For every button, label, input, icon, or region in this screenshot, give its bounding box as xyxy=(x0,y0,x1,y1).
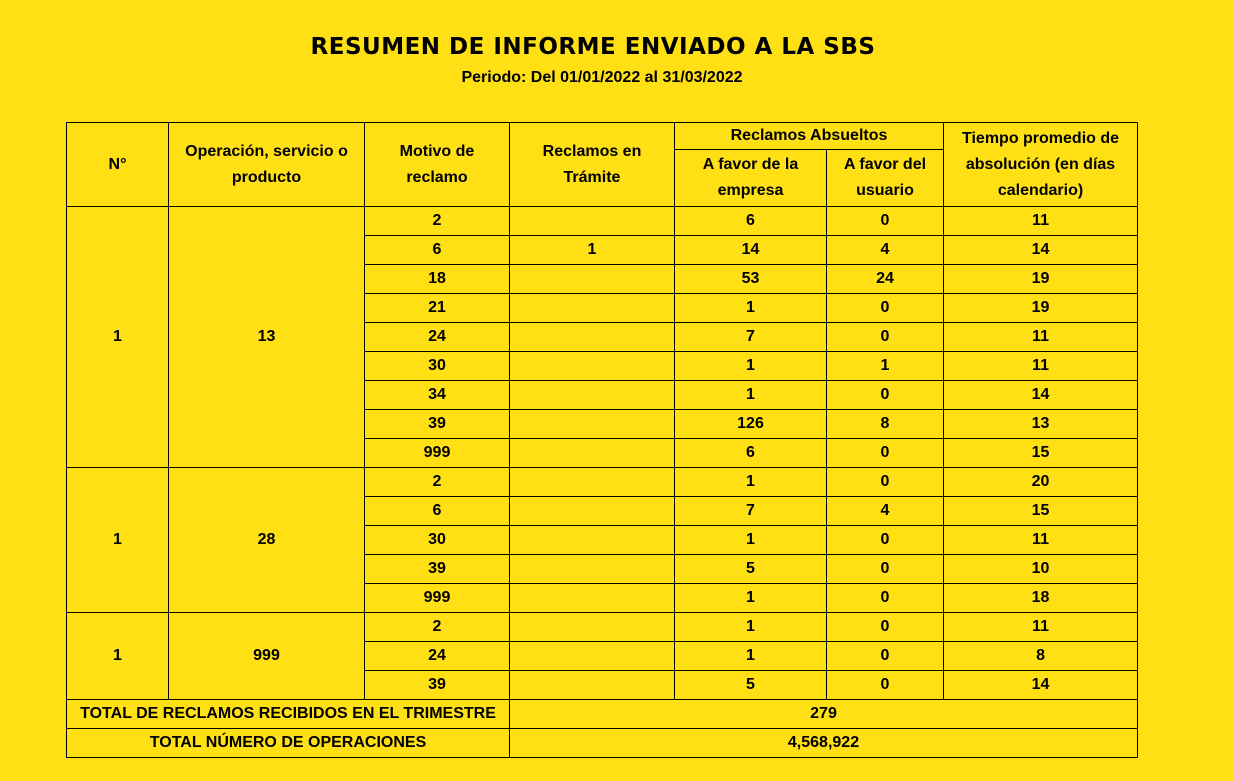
cell-pending xyxy=(510,468,675,497)
cell-reason: 6 xyxy=(365,236,510,265)
cell-pending xyxy=(510,584,675,613)
cell-pending xyxy=(510,497,675,526)
cell-n: 1 xyxy=(67,207,169,468)
cell-n: 1 xyxy=(67,613,169,700)
cell-favor-company: 1 xyxy=(675,381,827,410)
cell-avg-time: 19 xyxy=(944,294,1138,323)
cell-reason: 2 xyxy=(365,468,510,497)
cell-avg-time: 20 xyxy=(944,468,1138,497)
cell-favor-user: 0 xyxy=(827,439,944,468)
cell-favor-user: 0 xyxy=(827,584,944,613)
header-favor-company: A favor de la empresa xyxy=(675,150,827,207)
cell-pending xyxy=(510,294,675,323)
cell-favor-company: 5 xyxy=(675,555,827,584)
cell-pending xyxy=(510,526,675,555)
cell-avg-time: 15 xyxy=(944,439,1138,468)
cell-favor-user: 0 xyxy=(827,526,944,555)
cell-n: 1 xyxy=(67,468,169,613)
cell-favor-company: 14 xyxy=(675,236,827,265)
header-avg-time: Tiempo promedio de absolución (en días calendario) xyxy=(944,123,1138,207)
header-favor-user: A favor del usuario xyxy=(827,150,944,207)
header-operation: Operación, servicio o producto xyxy=(169,123,365,207)
cell-reason: 999 xyxy=(365,584,510,613)
cell-favor-user: 8 xyxy=(827,410,944,439)
cell-avg-time: 14 xyxy=(944,236,1138,265)
cell-favor-user: 0 xyxy=(827,671,944,700)
cell-favor-user: 0 xyxy=(827,555,944,584)
cell-reason: 999 xyxy=(365,439,510,468)
cell-favor-user: 0 xyxy=(827,381,944,410)
cell-pending xyxy=(510,265,675,294)
cell-pending xyxy=(510,555,675,584)
table-row xyxy=(67,207,1138,236)
cell-favor-user: 24 xyxy=(827,265,944,294)
cell-pending xyxy=(510,671,675,700)
cell-reason: 39 xyxy=(365,671,510,700)
cell-reason: 30 xyxy=(365,526,510,555)
cell-favor-user: 4 xyxy=(827,497,944,526)
header-n: N° xyxy=(67,123,169,207)
cell-pending xyxy=(510,323,675,352)
cell-reason: 39 xyxy=(365,555,510,584)
cell-favor-company: 1 xyxy=(675,468,827,497)
header-reason: Motivo de reclamo xyxy=(365,123,510,207)
cell-pending xyxy=(510,439,675,468)
cell-favor-user: 0 xyxy=(827,642,944,671)
report-table xyxy=(66,122,1138,758)
cell-avg-time: 8 xyxy=(944,642,1138,671)
table-body xyxy=(67,207,1138,700)
cell-pending xyxy=(510,613,675,642)
cell-avg-time: 11 xyxy=(944,613,1138,642)
cell-pending xyxy=(510,410,675,439)
cell-pending xyxy=(510,207,675,236)
cell-reason: 21 xyxy=(365,294,510,323)
cell-favor-company: 1 xyxy=(675,613,827,642)
cell-favor-user: 1 xyxy=(827,352,944,381)
cell-reason: 39 xyxy=(365,410,510,439)
cell-reason: 2 xyxy=(365,613,510,642)
cell-avg-time: 14 xyxy=(944,381,1138,410)
total-received-label: TOTAL DE RECLAMOS RECIBIDOS EN EL TRIMESTRE xyxy=(67,700,510,729)
cell-avg-time: 10 xyxy=(944,555,1138,584)
cell-favor-company: 6 xyxy=(675,207,827,236)
table-row xyxy=(67,613,1138,642)
cell-reason: 30 xyxy=(365,352,510,381)
cell-favor-company: 6 xyxy=(675,439,827,468)
cell-operation: 13 xyxy=(169,207,365,468)
cell-favor-company: 7 xyxy=(675,323,827,352)
cell-avg-time: 13 xyxy=(944,410,1138,439)
total-operations-label: TOTAL NÚMERO DE OPERACIONES xyxy=(67,729,510,758)
cell-favor-company: 1 xyxy=(675,584,827,613)
cell-avg-time: 14 xyxy=(944,671,1138,700)
cell-avg-time: 15 xyxy=(944,497,1138,526)
cell-avg-time: 19 xyxy=(944,265,1138,294)
cell-favor-company: 53 xyxy=(675,265,827,294)
cell-reason: 24 xyxy=(365,323,510,352)
cell-favor-user: 0 xyxy=(827,613,944,642)
cell-pending xyxy=(510,642,675,671)
cell-favor-company: 1 xyxy=(675,294,827,323)
cell-favor-company: 1 xyxy=(675,352,827,381)
cell-favor-user: 0 xyxy=(827,207,944,236)
cell-reason: 34 xyxy=(365,381,510,410)
cell-reason: 6 xyxy=(365,497,510,526)
cell-favor-user: 4 xyxy=(827,236,944,265)
report-period: Periodo: Del 01/01/2022 al 31/03/2022 xyxy=(461,69,743,86)
cell-avg-time: 11 xyxy=(944,352,1138,381)
cell-favor-user: 0 xyxy=(827,323,944,352)
cell-operation: 999 xyxy=(169,613,365,700)
cell-favor-company: 7 xyxy=(675,497,827,526)
cell-favor-company: 1 xyxy=(675,642,827,671)
cell-favor-company: 1 xyxy=(675,526,827,555)
table-row xyxy=(67,468,1138,497)
cell-favor-user: 0 xyxy=(827,468,944,497)
cell-reason: 2 xyxy=(365,207,510,236)
cell-avg-time: 11 xyxy=(944,323,1138,352)
cell-avg-time: 11 xyxy=(944,207,1138,236)
cell-reason: 18 xyxy=(365,265,510,294)
total-operations-value: 4,568,922 xyxy=(510,729,1138,758)
cell-pending: 1 xyxy=(510,236,675,265)
report-title: RESUMEN DE INFORME ENVIADO A LA SBS xyxy=(310,34,876,60)
total-received-value: 279 xyxy=(510,700,1138,729)
header-pending: Reclamos en Trámite xyxy=(510,123,675,207)
cell-avg-time: 18 xyxy=(944,584,1138,613)
cell-favor-company: 5 xyxy=(675,671,827,700)
cell-favor-user: 0 xyxy=(827,294,944,323)
cell-pending xyxy=(510,352,675,381)
cell-reason: 24 xyxy=(365,642,510,671)
cell-pending xyxy=(510,381,675,410)
cell-avg-time: 11 xyxy=(944,526,1138,555)
cell-favor-company: 126 xyxy=(675,410,827,439)
cell-operation: 28 xyxy=(169,468,365,613)
header-resolved: Reclamos Absueltos xyxy=(675,123,944,150)
